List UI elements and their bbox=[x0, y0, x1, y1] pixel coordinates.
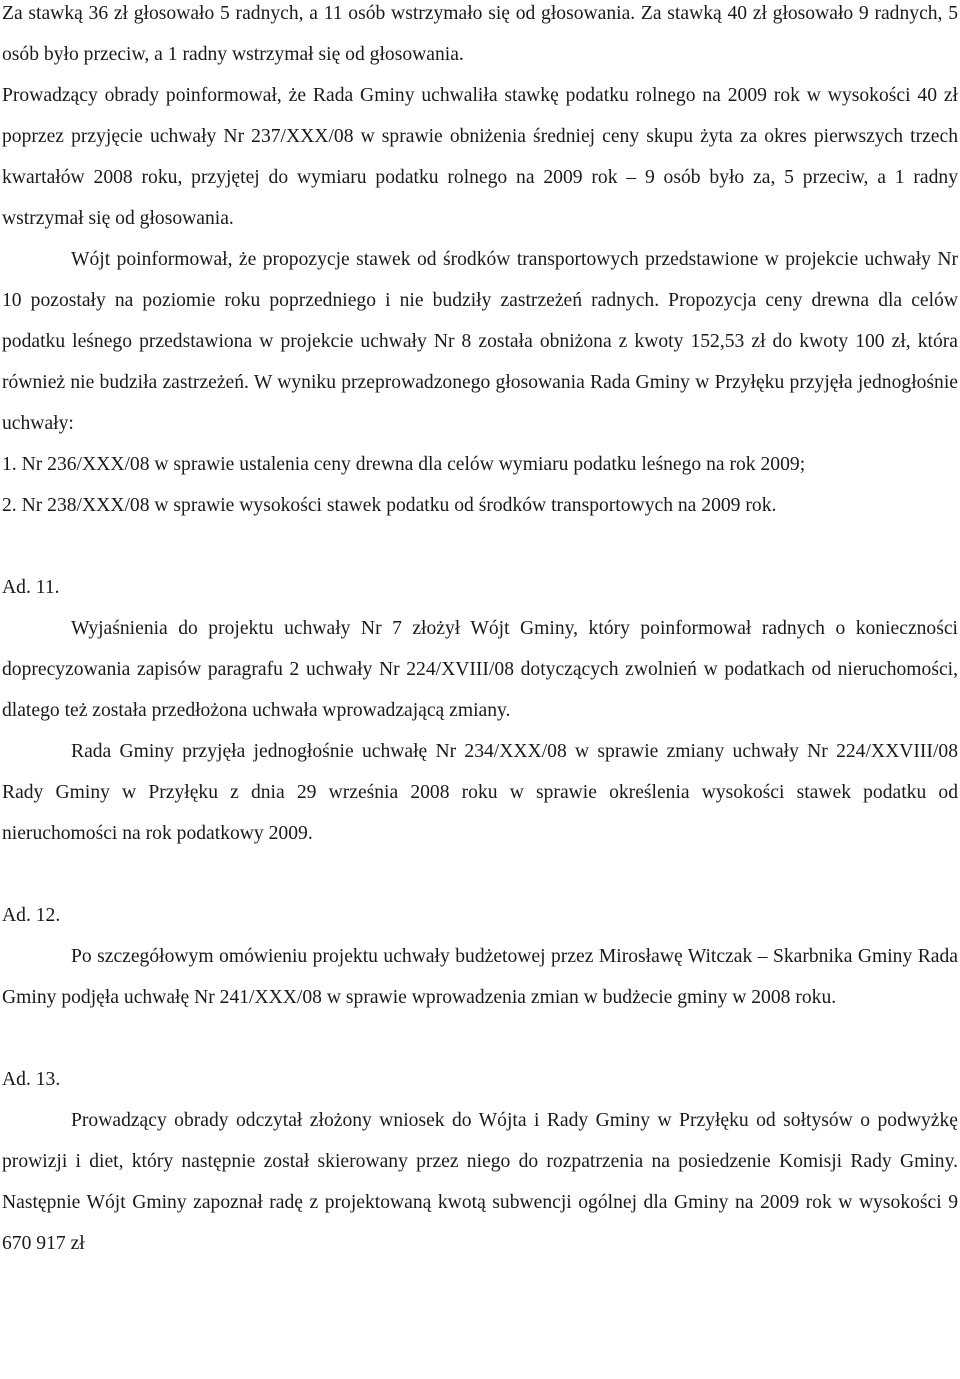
spacer bbox=[2, 1018, 958, 1059]
spacer bbox=[2, 526, 958, 567]
list-item-resolution-238: 2. Nr 238/XXX/08 w sprawie wysokości stawek podatku od środków transportowych na 2009 rok. bbox=[2, 495, 777, 516]
list-item-resolution-236: 1. Nr 236/XXX/08 w sprawie ustalenia ceny drewna dla celów wymiaru podatku leśnego na rok 2009; bbox=[2, 454, 806, 475]
paragraph-transport-rates: Wójt poinformował, że propozycje stawek od środków transportowych przedstawione w projekcie uchwały Nr 10 pozostały na poziomie roku poprzedniego i nie budziły zastrzeżeń radnych. Propozycja ceny drewna dla celów podatku leśnego przedstawiona w projekcie uchwały Nr 8 została obniżona z kwoty 152,53 zł do kwoty 100 zł, która również nie budziła zastrzeżeń. W wyniku przeprowadzonego głosowania Rada Gminy w Przyłęku przyjęła jednogłośnie uchwały: bbox=[2, 249, 958, 434]
paragraph-agricultural-tax: Prowadzący obrady poinformował, że Rada Gminy uchwaliła stawkę podatku rolnego na 2009 rok w wysokości 40 zł poprzez przyjęcie uchwały Nr 237/XXX/08 w sprawie obniżenia średniej ceny skupu żyta za okres pierwszych trzech kwartałów 2008 roku, przyjętej do wymiaru podatku rolnego na 2009 rok – 9 osób było za, 5 przeciw, a 1 radny wstrzymał się od głosowania. bbox=[2, 85, 958, 229]
paragraph-resolution-234: Rada Gminy przyjęła jednogłośnie uchwałę Nr 234/XXX/08 w sprawie zmiany uchwały Nr 224/XXVIII/08 Rady Gminy w Przyłęku z dnia 29 września 2008 roku w sprawie określenia wysokości stawek podatku od nieruchomości na rok podatkowy 2009. bbox=[2, 741, 958, 844]
paragraph-budget-resolution: Po szczegółowym omówieniu projektu uchwały budżetowej przez Mirosławę Witczak – Skarbnika Gminy Rada Gminy podjęła uchwałę Nr 241/XXX/08 w sprawie wprowadzenia zmian w budżecie gminy w 2008 roku. bbox=[2, 946, 958, 1008]
section-heading-ad-11: Ad. 11. bbox=[2, 577, 60, 598]
paragraph-voting-rates: Za stawką 36 zł głosowało 5 radnych, a 11 osób wstrzymało się od głosowania. Za stawką 40 zł głosowało 9 radnych, 5 osób było przeciw, a 1 radny wstrzymał się od głosowania. bbox=[2, 3, 958, 65]
paragraph-resolution-7-explanation: Wyjaśnienia do projektu uchwały Nr 7 złożył Wójt Gminy, który poinformował radnych o konieczności doprecyzowania zapisów paragrafu 2 uchwały Nr 224/XVIII/08 dotyczących zwolnień w podatkach od nieruchomości, dlatego też została przedłożona uchwała wprowadzającą zmiany. bbox=[2, 618, 958, 721]
paragraph-soltys-request: Prowadzący obrady odczytał złożony wniosek do Wójta i Rady Gminy w Przyłęku od sołtysów o podwyżkę prowizji i diet, który następnie został skierowany przez niego do rozpatrzenia na posiedzenie Komisji Rady Gminy. Następnie Wójt Gminy zapoznał radę z projektowaną kwotą subwencji ogólnej dla Gminy na 2009 rok w wysokości 9 670 917 zł bbox=[2, 1110, 958, 1254]
section-heading-ad-12: Ad. 12. bbox=[2, 905, 61, 926]
spacer bbox=[2, 854, 958, 895]
section-heading-ad-13: Ad. 13. bbox=[2, 1069, 61, 1090]
